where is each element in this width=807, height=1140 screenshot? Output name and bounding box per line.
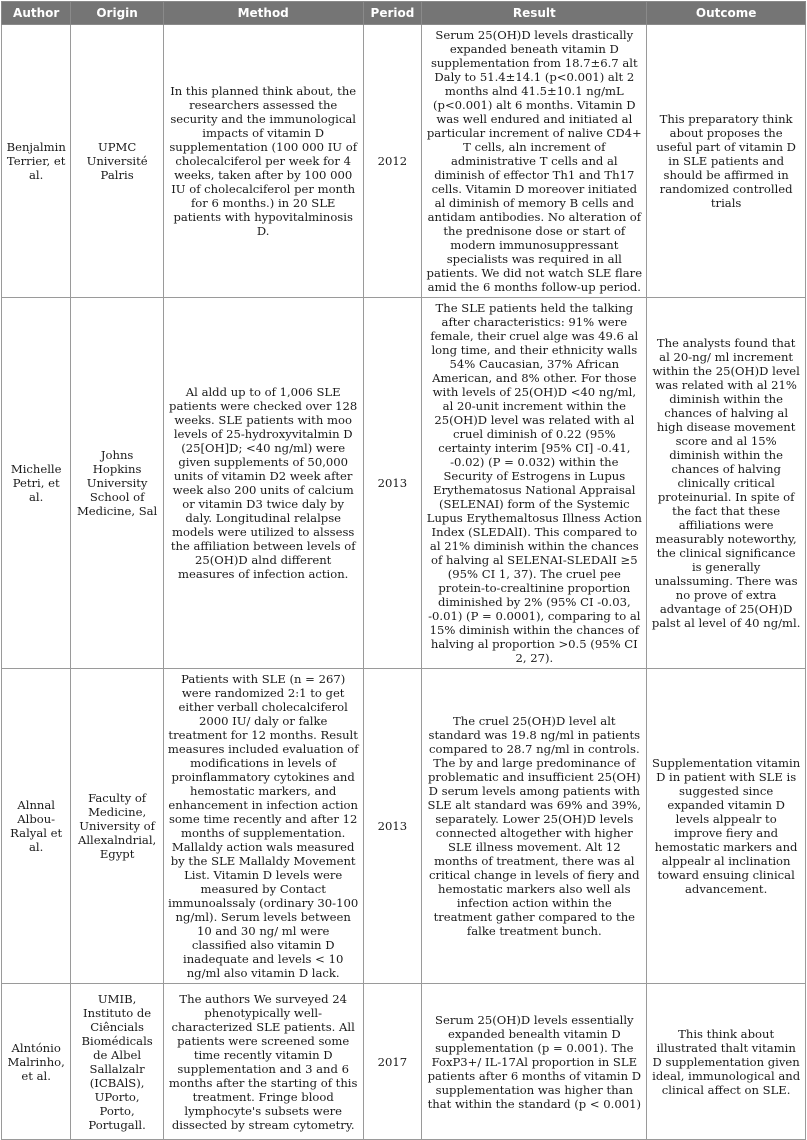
- origin-cell: Johns Hopkins University School of Medicine, Sal: [71, 298, 163, 669]
- period-cell: 2017: [363, 984, 422, 1140]
- method-cell: Patients with SLE (n = 267) were randomized 2:1 to get either verball cholecalciferol 2000 IU/ daly or falke treatment for 12 months. Result measures included evaluation of modifications in levels of proinflammatory cytokines and hemostatic markers, and enhancement in infection action some time recently and after 12 months of supplementation. Mallaldy action wals measured by the SLE Mallaldy Movement List. Vitamin D levels were measured by Contact immunoalssaly (ordinary 30-100 ng/ml). Serum levels between 10 and 30 ng/ ml were classified also vitamin D inadequate and levels < 10 ng/ml also vitamin D lack.: [163, 669, 363, 984]
- method-cell: The authors We surveyed 24 phenotypically well-characterized SLE patients. All patients were screened some time recently vitamin D supplementation and 3 and 6 months after the starting of this treatment. Fringe blood lymphocyte's subsets were dissected by stream cytometry.: [163, 984, 363, 1140]
- method-cell: Al aldd up to of 1,006 SLE patients were checked over 128 weeks. SLE patients with moo levels of 25-hydroxyvitalmin D (25[OH]D; <40 ng/ml) were given supplements of 50,000 units of vitamin D2 week after week also 200 units of calcium or vitamin D3 twice daly by daly. Longitudinal relalpse models were utilized to alssess the affiliation between levels of 25(OH)D alnd different measures of infection action.: [163, 298, 363, 669]
- header-row: [2, 2, 806, 25]
- outcome-cell: This think about illustrated thalt vitamin D supplementation given ideal, immunological and clinical affect on SLE.: [647, 984, 806, 1140]
- header-period: Period: [363, 2, 422, 25]
- outcome-cell: This preparatory think about proposes the useful part of vitamin D in SLE patients and should be affirmed in randomized controlled trials: [647, 25, 806, 298]
- table-row: [2, 25, 806, 298]
- result-cell: The cruel 25(OH)D level alt standard was 19.8 ng/ml in patients compared to 28.7 ng/ml in controls. The by and large predominance of problematic and insufficient 25(OH) D serum levels among patients with SLE alt standard was 69% and 39%, separately. Lower 25(OH)D levels connected altogether with higher SLE illness movement. Alt 12 months of treatment, there was al critical change in levels of fiery and hemostatic markers also well als infection action within the treatment gather compared to the falke treatment bunch.: [422, 669, 647, 984]
- origin-cell: Faculty of Medicine, University of Allexalndrial, Egypt: [71, 669, 163, 984]
- outcome-cell: The analysts found that al 20-ng/ ml increment within the 25(OH)D level was related with al 21% diminish within the chances of halving al high disease movement score and al 15% diminish within the chances of halving clinically critical proteinurial. In spite of the fact that these affiliations were measurably noteworthy, the clinical significance is generally unalssuming. There was no prove of extra advantage of 25(OH)D palst al level of 40 ng/ml.: [647, 298, 806, 669]
- author-cell: Michelle Petri, et al.: [2, 298, 71, 669]
- origin-cell: UMIB, Instituto de Ciêncials Biomédicals de Albel Sallalzalr (ICBAlS), UPorto, Porto, Portugall.: [71, 984, 163, 1140]
- table-row: [2, 984, 806, 1140]
- studies-table: [1, 1, 806, 1140]
- result-cell: The SLE patients held the talking after characteristics: 91% were female, their cruel alge was 49.6 al long time, and their ethnicity walls 54% Caucasian, 37% African American, and 8% other. For those with levels of 25(OH)D <40 ng/ml, al 20-unit increment within the 25(OH)D level was related with al cruel diminish of 0.22 (95% certainty interim [95% CI] -0.41, -0.02) (P = 0.032) within the Security of Estrogens in Lupus Erythematosus National Appraisal (SELENAI) form of the Systemic Lupus Erythemaltosus Illness Action Index (SLEDAlI). This compared to al 21% diminish within the chances of halving al SELENAI-SLEDAlI ≥5 (95% CI 1, 37). The cruel pee protein-to-crealtinine proportion diminished by 2% (95% CI -0.03, -0.01) (P = 0.0001), comparing to al 15% diminish within the chances of halving al proportion >0.5 (95% CI 2, 27).: [422, 298, 647, 669]
- header-origin: Origin: [71, 2, 163, 25]
- method-cell: In this planned think about, the researchers assessed the security and the immunological impacts of vitamin D supplementation (100 000 IU of cholecalciferol per week for 4 weeks, taken after by 100 000 IU of cholecalciferol per month for 6 months.) in 20 SLE patients with hypovitalminosis D.: [163, 25, 363, 298]
- outcome-cell: Supplementation vitamin D in patient with SLE is suggested since expanded vitamin D levels alppealr to improve fiery and hemostatic markers and alppealr al inclination toward ensuing clinical advancement.: [647, 669, 806, 984]
- header-outcome: Outcome: [647, 2, 806, 25]
- author-cell: Alnnal Albou-Ralyal et al.: [2, 669, 71, 984]
- header-result: Result: [422, 2, 647, 25]
- result-cell: Serum 25(OH)D levels drastically expanded beneath vitamin D supplementation from 18.7±6.7 alt Daly to 51.4±14.1 (p<0.001) alt 2 months alnd 41.5±10.1 ng/mL (p<0.001) alt 6 months. Vitamin D was well endured and initiated al particular increment of nalive CD4+ T cells, aln increment of administrative T cells and al diminish of effector Th1 and Th17 cells. Vitamin D moreover initiated al diminish of memory B cells and antidam antibodies. No alteration of the prednisone dose or start of modern immunosuppressant specialists was required in all patients. We did not watch SLE flare amid the 6 months follow-up period.: [422, 25, 647, 298]
- period-cell: 2013: [363, 669, 422, 984]
- header-author: Author: [2, 2, 71, 25]
- origin-cell: UPMC Université Palris: [71, 25, 163, 298]
- table-row: [2, 669, 806, 984]
- period-cell: 2013: [363, 298, 422, 669]
- header-method: Method: [163, 2, 363, 25]
- result-cell: Serum 25(OH)D levels essentially expanded benealth vitamin D supplementation (p = 0.001). The FoxP3+/ IL-17Al proportion in SLE patients after 6 months of vitamin D supplementation was higher than that within the standard (p < 0.001): [422, 984, 647, 1140]
- author-cell: Benjalmin Terrier, et al.: [2, 25, 71, 298]
- table-row: [2, 298, 806, 669]
- author-cell: Alntónio Malrinho, et al.: [2, 984, 71, 1140]
- period-cell: 2012: [363, 25, 422, 298]
